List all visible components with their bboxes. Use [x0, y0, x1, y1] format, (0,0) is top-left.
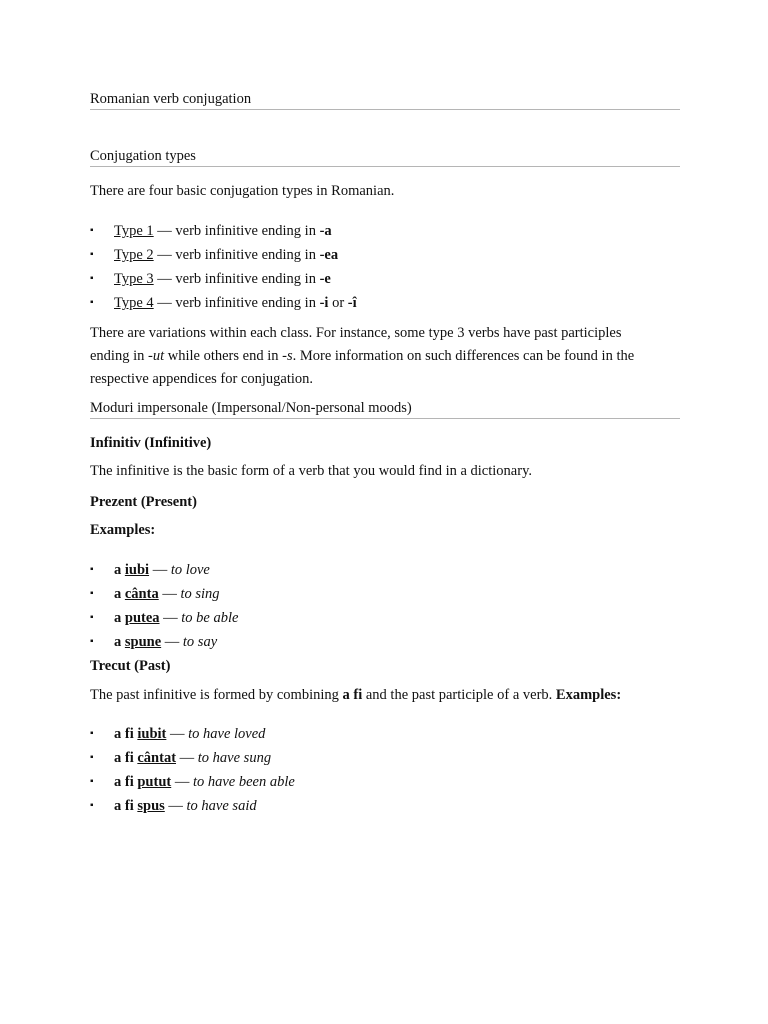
- example-verb-link[interactable]: putea: [124, 610, 160, 626]
- section-heading-text: Moduri impersonale (Impersonal/Non-personal moods): [90, 400, 412, 416]
- example-verb-link[interactable]: spus: [137, 798, 165, 814]
- bullet-icon: ▪: [90, 297, 94, 308]
- example-meaning: to have loved: [188, 726, 266, 742]
- example-verb-link[interactable]: iubit: [137, 726, 167, 742]
- conjugation-types-list: [90, 219, 680, 315]
- type-desc: — verb infinitive ending in: [153, 295, 320, 311]
- type-desc: — verb infinitive ending in: [153, 223, 320, 239]
- list-item: [90, 630, 680, 654]
- past-examples-list: [90, 722, 680, 818]
- example-prefix: a fi: [114, 726, 138, 742]
- variations-ut: -ut: [148, 348, 165, 364]
- past-desc-afi: a fi: [342, 687, 363, 703]
- variations-text: while others end in: [164, 348, 283, 364]
- variations-paragraph: [90, 322, 660, 391]
- list-item: [90, 267, 680, 291]
- example-prefix: a: [114, 634, 125, 650]
- type-or: or: [328, 295, 348, 311]
- type-4-link[interactable]: Type 4: [114, 295, 154, 311]
- intro-paragraph: There are four basic conjugation types in Romanian.: [90, 183, 395, 199]
- list-item: [90, 722, 680, 746]
- example-dash: —: [149, 562, 171, 578]
- type-ending: -i: [319, 295, 329, 311]
- example-dash: —: [164, 798, 187, 814]
- list-item: [90, 606, 680, 630]
- bullet-icon: ▪: [90, 588, 94, 599]
- example-verb-link[interactable]: cânta: [124, 586, 159, 602]
- example-meaning: to have sung: [197, 750, 272, 766]
- example-dash: —: [158, 586, 181, 602]
- type-ending: -ea: [319, 247, 339, 263]
- example-prefix: a: [114, 610, 125, 626]
- example-verb-link[interactable]: spune: [124, 634, 162, 650]
- example-verb-link[interactable]: cântat: [137, 750, 177, 766]
- section-heading-moods: [90, 399, 680, 419]
- example-prefix: a: [114, 586, 125, 602]
- past-desc-examples-label: Examples:: [555, 687, 622, 703]
- example-prefix: a fi: [114, 750, 138, 766]
- type-2-link[interactable]: Type 2: [114, 247, 154, 263]
- present-examples-list: [90, 558, 680, 654]
- infinitiv-heading: Infinitiv (Infinitive): [90, 435, 212, 451]
- past-desc-text: The past infinitive is formed by combining: [90, 687, 343, 703]
- example-dash: —: [166, 726, 189, 742]
- examples-label: Examples:: [90, 522, 156, 538]
- past-description: [90, 684, 660, 706]
- example-dash: —: [176, 750, 198, 766]
- example-verb-link[interactable]: iubi: [124, 562, 150, 578]
- type-desc: — verb infinitive ending in: [153, 271, 320, 287]
- type-desc: — verb infinitive ending in: [153, 247, 320, 263]
- type-ending: -a: [319, 223, 332, 239]
- bullet-icon: ▪: [90, 273, 94, 284]
- type-ending-2: -î: [347, 295, 357, 311]
- bullet-icon: ▪: [90, 612, 94, 623]
- trecut-heading: Trecut (Past): [90, 658, 171, 674]
- example-verb-link[interactable]: putut: [137, 774, 172, 790]
- list-item: [90, 291, 680, 315]
- example-prefix: a fi: [114, 774, 138, 790]
- variations-s: -s: [282, 348, 293, 364]
- list-item: [90, 746, 680, 770]
- example-prefix: a fi: [114, 798, 138, 814]
- list-item: [90, 243, 680, 267]
- list-item: [90, 794, 680, 818]
- example-meaning: to have said: [186, 798, 257, 814]
- list-item: [90, 582, 680, 606]
- list-item: [90, 558, 680, 582]
- type-ending: -e: [319, 271, 331, 287]
- bullet-icon: ▪: [90, 728, 94, 739]
- example-meaning: to sing: [180, 586, 220, 602]
- example-meaning: to have been able: [192, 774, 295, 790]
- infinitiv-description: The infinitive is the basic form of a verb that you would find in a dictionary.: [90, 463, 533, 479]
- type-3-link[interactable]: Type 3: [114, 271, 154, 287]
- list-item: [90, 770, 680, 794]
- example-dash: —: [161, 634, 183, 650]
- bullet-icon: ▪: [90, 636, 94, 647]
- example-meaning: to be able: [181, 610, 239, 626]
- example-meaning: to love: [170, 562, 210, 578]
- variations-text: . More information on such differences can be found in the respective appendices for conjugation.: [90, 348, 635, 387]
- list-item: [90, 219, 680, 243]
- document-title-text: Romanian verb conjugation: [90, 91, 252, 107]
- past-desc-text: and the past participle of a verb.: [362, 687, 556, 703]
- example-dash: —: [171, 774, 193, 790]
- bullet-icon: ▪: [90, 752, 94, 763]
- bullet-icon: ▪: [90, 800, 94, 811]
- bullet-icon: ▪: [90, 564, 94, 575]
- bullet-icon: ▪: [90, 249, 94, 260]
- variations-text: There are variations within each class. For instance, some type 3 verbs have past participles ending in: [90, 325, 622, 364]
- section-heading-text: Conjugation types: [90, 148, 196, 164]
- document-title: [90, 90, 680, 110]
- prezent-heading: Prezent (Present): [90, 494, 197, 510]
- example-dash: —: [159, 610, 182, 626]
- bullet-icon: ▪: [90, 225, 94, 236]
- bullet-icon: ▪: [90, 776, 94, 787]
- type-1-link[interactable]: Type 1: [114, 223, 154, 239]
- example-prefix: a: [114, 562, 125, 578]
- section-heading-conjugation-types: [90, 147, 680, 167]
- example-meaning: to say: [182, 634, 218, 650]
